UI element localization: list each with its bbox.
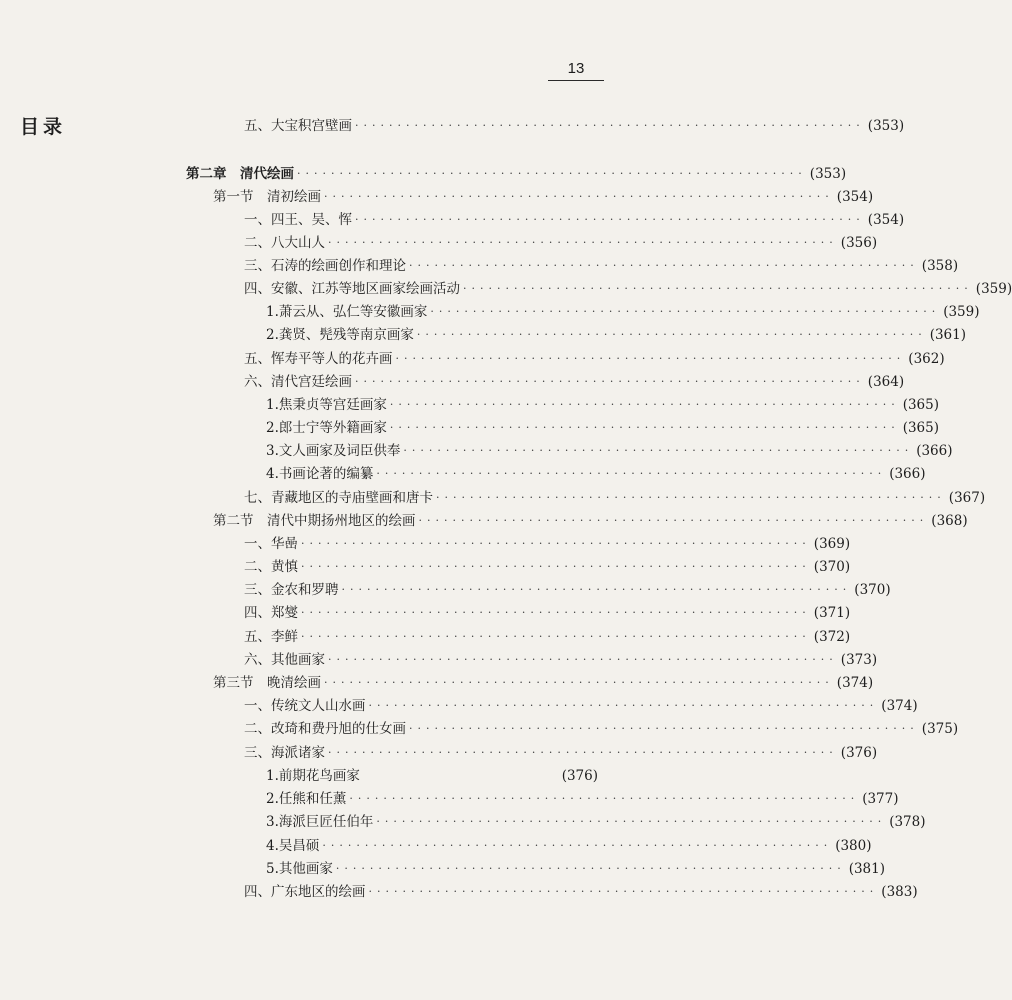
toc-entry-title: 第二章 清代绘画	[186, 166, 294, 182]
toc-page-number: (365)	[902, 420, 939, 436]
toc-page-number: (381)	[848, 861, 885, 877]
toc-entry-row	[266, 441, 953, 461]
toc-section-row	[213, 511, 968, 531]
toc-entry-row	[266, 325, 966, 345]
toc-page-number: (380)	[835, 838, 872, 854]
toc-page-number: (353)	[867, 118, 905, 134]
toc-page-number: (374)	[836, 675, 874, 691]
toc-page-number: (369)	[813, 536, 851, 552]
header-rule	[548, 80, 604, 81]
toc-entry-title: 1.前期花鸟画家	[266, 768, 360, 784]
toc-leader-dots: ····························································	[418, 514, 929, 527]
toc-entry-title: 二、八大山人	[244, 235, 325, 251]
toc-leader-dots: ····························································	[368, 699, 879, 712]
toc-leader-dots: ····························································	[355, 213, 865, 226]
toc-entry-row	[244, 882, 918, 902]
toc-entry-title: 三、金农和罗聘	[244, 582, 339, 598]
toc-page-number: (354)	[836, 189, 874, 205]
toc-leader-dots: ····························································	[324, 190, 834, 203]
toc-entry-row	[244, 743, 878, 763]
toc-entry-title: 3.文人画家及词臣供奉	[266, 443, 401, 459]
toc-section-row	[213, 673, 874, 693]
page-header	[548, 60, 604, 78]
toc-entry-row	[266, 766, 598, 786]
toc-page-number: (366)	[889, 466, 926, 482]
toc-leader-dots: ····························································	[376, 467, 887, 480]
toc-leader-dots: ····························································	[301, 537, 811, 550]
toc-entry-title: 三、石涛的绘画创作和理论	[244, 258, 406, 274]
toc-page-number: (359)	[943, 304, 980, 320]
toc-page-number: (374)	[881, 698, 918, 714]
toc-entry-row	[266, 859, 885, 879]
toc-leader-dots: ····························································	[395, 352, 906, 365]
toc-entry-title: 六、清代宫廷绘画	[244, 374, 352, 390]
toc-leader-dots: ····························································	[328, 236, 838, 249]
toc-entry-row	[244, 603, 851, 623]
toc-entry-row	[266, 464, 926, 484]
toc-leader-dots: ····························································	[436, 491, 946, 504]
toc-entry-title: 五、大宝积宫壁画	[244, 118, 352, 134]
toc-entry-title: 2.郎士宁等外籍画家	[266, 420, 387, 436]
toc-page-number: (362)	[908, 351, 945, 367]
toc-entry-title: 第一节 清初绘画	[213, 189, 321, 205]
toc-page-number: (366)	[916, 443, 953, 459]
toc-entry-row	[266, 836, 872, 856]
toc-entry-title: 5.其他画家	[266, 861, 333, 877]
toc-entry-title: 第三节 晚清绘画	[213, 675, 321, 691]
toc-entry-title: 一、华喦	[244, 536, 298, 552]
toc-entry-row	[266, 302, 980, 322]
toc-page-number: (365)	[902, 397, 939, 413]
toc-page-number: (376)	[840, 745, 878, 761]
toc-page-number: (370)	[813, 559, 851, 575]
toc-entry-row	[244, 372, 905, 392]
toc-page-number: (377)	[862, 791, 899, 807]
toc-leader-dots: ····························································	[297, 167, 807, 180]
toc-leader-dots: ····························································	[335, 862, 846, 875]
toc-entry-row	[244, 488, 986, 508]
toc-page-number: (383)	[881, 884, 918, 900]
toc-entry-title: 六、其他画家	[244, 652, 325, 668]
toc-page-number: (371)	[813, 605, 851, 621]
toc-entry-row	[266, 812, 926, 832]
toc-entry-row	[266, 418, 939, 438]
toc-entry-title: 1.焦秉贞等宫廷画家	[266, 397, 387, 413]
toc-chapter-row	[186, 164, 847, 184]
page-number: 13	[567, 60, 585, 77]
toc-page-number: (354)	[867, 212, 905, 228]
toc-page-number: (378)	[889, 814, 926, 830]
toc-entry-title: 4.吴昌硕	[266, 838, 320, 854]
toc-page-number: (375)	[921, 721, 959, 737]
toc-entry-title: 1.萧云从、弘仁等安徽画家	[266, 304, 428, 320]
toc-entry-row	[266, 395, 939, 415]
toc-entry-title: 七、青藏地区的寺庙壁画和唐卡	[244, 490, 433, 506]
toc-entry-row	[244, 627, 851, 647]
toc-page-number: (359)	[975, 281, 1012, 297]
toc-leader-dots: ····························································	[463, 282, 973, 295]
toc-entry-title: 3.海派巨匠任伯年	[266, 814, 374, 830]
toc-entry-title: 三、海派诸家	[244, 745, 325, 761]
toc-entry-row	[244, 650, 878, 670]
toc-entry-row	[244, 256, 959, 276]
toc-leader-dots: ····························································	[389, 421, 900, 434]
toc-entry-title: 2.任熊和任薰	[266, 791, 347, 807]
toc-entry-title: 二、黄慎	[244, 559, 298, 575]
toc-entry-title: 第二节 清代中期扬州地区的绘画	[213, 513, 416, 529]
toc-leader-dots: ····························································	[430, 305, 941, 318]
toc-entry-title: 4.书画论著的编纂	[266, 466, 374, 482]
toc-entry-row	[266, 789, 899, 809]
toc-page-number: (361)	[929, 327, 966, 343]
toc-leader-dots: ····························································	[409, 722, 919, 735]
toc-entry-title: 四、安徽、江苏等地区画家绘画活动	[244, 281, 460, 297]
toc-entry-row	[244, 696, 918, 716]
toc-leader-dots: ····························································	[324, 676, 834, 689]
toc-leader-dots: ····························································	[389, 398, 900, 411]
toc-entry-row	[244, 210, 905, 230]
toc-leader-dots: ····························································	[328, 653, 838, 666]
toc-leader-dots: ····························································	[301, 560, 811, 573]
toc-entry-row	[244, 233, 878, 253]
toc-leader-dots: ····························································	[376, 815, 887, 828]
toc-entry-title: 二、改琦和费丹旭的仕女画	[244, 721, 406, 737]
toc-leader-dots: ····························································	[355, 119, 865, 132]
toc-leader-dots: ····························································	[416, 328, 927, 341]
toc-entry-row	[244, 349, 945, 369]
toc-page-number: (376)	[561, 768, 598, 784]
toc-leader-dots: ····························································	[355, 375, 865, 388]
toc-entry-row	[244, 580, 891, 600]
toc-entry-row	[244, 116, 905, 136]
toc-leader-dots: ····························································	[301, 606, 811, 619]
toc-page-number: (353)	[809, 166, 847, 182]
toc-page-number: (373)	[840, 652, 878, 668]
toc-page-number: (358)	[921, 258, 959, 274]
toc-leader-dots: ····························································	[403, 444, 914, 457]
toc-page-number: (364)	[867, 374, 905, 390]
toc-leader-dots: ····························································	[409, 259, 919, 272]
toc-entry-title: 四、广东地区的绘画	[244, 884, 366, 900]
toc-page-number: (356)	[840, 235, 878, 251]
section-title: 目录	[20, 116, 67, 138]
toc-entry-title: 2.龚贤、髡残等南京画家	[266, 327, 414, 343]
toc-entry-title: 一、传统文人山水画	[244, 698, 366, 714]
toc-leader-dots: ····························································	[349, 792, 860, 805]
toc-entry-row	[244, 719, 959, 739]
toc-page-number: (367)	[948, 490, 986, 506]
toc-page-number: (370)	[854, 582, 891, 598]
toc-leader-dots: ····························································	[328, 746, 838, 759]
toc-entry-row	[244, 279, 1012, 299]
toc-leader-dots: ····························································	[368, 885, 879, 898]
toc-leader-dots: ····························································	[322, 839, 833, 852]
toc-entry-title: 四、郑燮	[244, 605, 298, 621]
toc-entry-title: 五、恽寿平等人的花卉画	[244, 351, 393, 367]
toc-entry-row	[244, 534, 851, 554]
toc-entry-title: 一、四王、吴、恽	[244, 212, 352, 228]
toc-leader-dots: ····························································	[341, 583, 852, 596]
toc-page-number: (368)	[931, 513, 968, 529]
toc-section-row	[213, 187, 874, 207]
toc-leader-dots: ····························································	[301, 630, 811, 643]
toc-entry-row	[244, 557, 851, 577]
toc-entry-title: 五、李鲜	[244, 629, 298, 645]
toc-page-number: (372)	[813, 629, 851, 645]
